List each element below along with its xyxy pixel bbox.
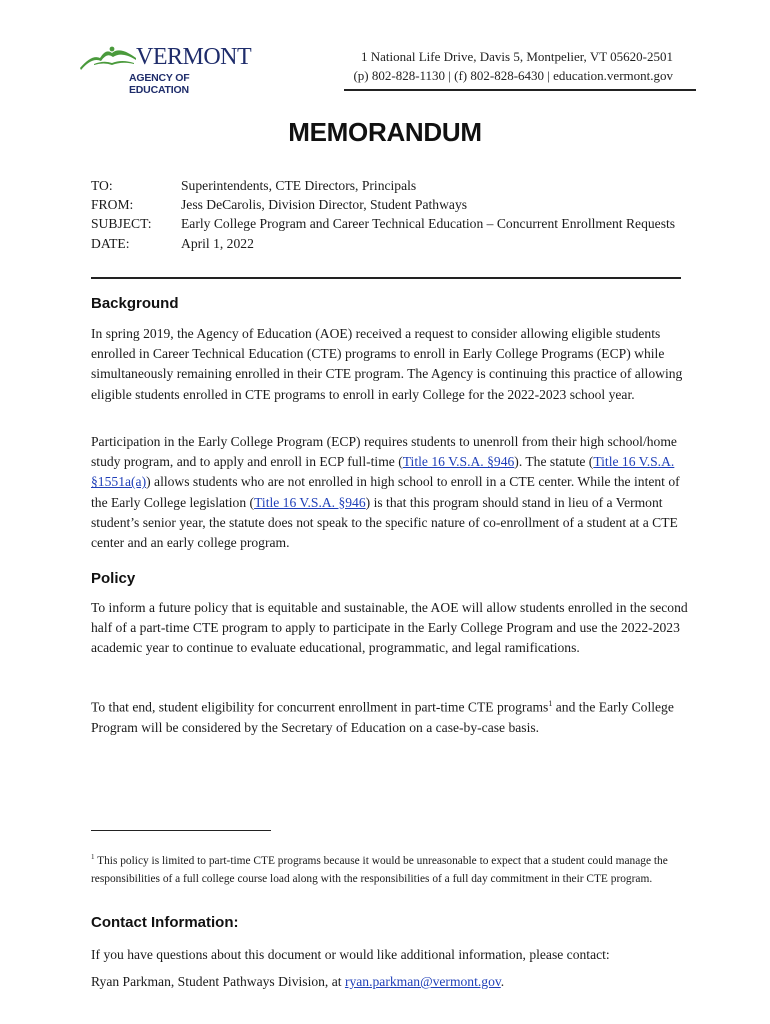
memo-meta: [91, 176, 691, 253]
policy-p2-text-a: To that end, student eligibility for concurrent enrollment in part-time CTE programs: [91, 699, 549, 715]
background-p2-text-d: ) is that this program should stand in lieu of a Vermont student’s senior year, the statute does not speak to the specific nature of co-enrollment of a student at a CTE center and an early college program.: [91, 494, 678, 551]
agency-address: [353, 47, 673, 85]
address-line-2: (p) 802-828-1130 | (f) 802-828-6430 | education.vermont.gov: [353, 68, 673, 83]
contact-heading: Contact Information:: [91, 914, 239, 931]
meta-to-label: TO:: [91, 178, 113, 193]
background-p2-text-c: ) allows students who are not enrolled in high school to enroll in a CTE center. While the intent of the Early College legislation (: [91, 474, 680, 510]
statute-link-946-second[interactable]: Title 16 V.S.A. §946: [254, 494, 366, 510]
logo-agency: AGENCY OF EDUCATION: [129, 72, 190, 96]
footnote-text: This policy is limited to part-time CTE programs because it would be unreasonable to expect that a student could manage the responsibilities of a full college course load along with the responsibilities of a full day commitment in their CTE program.: [91, 854, 668, 886]
footnote-ref[interactable]: 1: [548, 699, 553, 708]
background-paragraph-2: [91, 432, 691, 553]
meta-subject-label: SUBJECT:: [91, 216, 152, 232]
agency-logo[interactable]: [78, 44, 252, 96]
header-divider: [344, 89, 696, 91]
mountain-logo-icon: [78, 44, 138, 74]
footnote-divider: [91, 830, 271, 831]
contact-email-link[interactable]: ryan.parkman@vermont.gov: [344, 974, 501, 989]
meta-date-value: April 1, 2022: [181, 235, 254, 251]
meta-date-label: DATE:: [91, 235, 130, 251]
policy-p2-text-b: and the Early College Program will be considered by the Secretary of Education on a case-by-case basis.: [91, 699, 674, 735]
statute-link-946[interactable]: Title 16 V.S.A. §946: [402, 454, 515, 470]
meta-divider: [91, 277, 681, 279]
page-title: MEMORANDUM: [288, 117, 482, 147]
background-p2-text-b: ). The statute (: [514, 454, 594, 470]
statute-link-1551a[interactable]: Title 16 V.S.A. §1551a(a): [91, 454, 675, 490]
background-p2-text-a: Participation in the Early College Program (ECP) requires students to unenroll from their high school/home study program, and to apply and enroll in ECP full-time (: [91, 434, 677, 470]
meta-from-label: FROM:: [91, 197, 134, 213]
contact-p2-text-a: Ryan Parkman, Student Pathways Division, at: [91, 974, 345, 989]
contact-paragraph-2: [91, 972, 691, 992]
meta-from-value: Jess DeCarolis, Division Director, Student Pathways: [181, 197, 468, 213]
footnote: [91, 848, 691, 889]
meta-subject-value: Early College Program and Career Technical Education – Concurrent Enrollment Requests: [181, 216, 676, 232]
meta-to-row: [91, 176, 691, 195]
meta-from-row: [91, 195, 691, 214]
background-paragraph-1: In spring 2019, the Agency of Education (AOE) received a request to consider allowing eligible students enrolled in Career Technical Education (CTE) programs to enroll in Early College Programs (ECP) while simultaneously remaining enrolled in their CTE program. The Agency is continuing this practice of allowing eligible students enrolled in CTE programs to enroll in early College for the 2022-2023 school year.: [91, 326, 683, 402]
meta-to-value: Superintendents, CTE Directors, Principals: [181, 178, 417, 193]
meta-subject-row: [91, 214, 691, 233]
policy-paragraph-1: To inform a future policy that is equitable and sustainable, the AOE will allow students enrolled in the second half of a part-time CTE program to apply to participate in the Early College Program and use the 2022-2023 academic year to continue to evaluate educational, programmatic, and legal ramifications.: [91, 600, 688, 656]
policy-paragraph-2: [91, 694, 691, 738]
address-line-1: 1 National Life Drive, Davis 5, Montpelier, VT 05620-2501: [360, 49, 673, 64]
footnote-number: 1: [91, 853, 95, 861]
policy-heading: Policy: [91, 570, 136, 587]
contact-p2-text-b: .: [500, 974, 505, 989]
background-heading: Background: [91, 295, 179, 312]
meta-date-row: [91, 234, 691, 253]
logo-name: VERMONT: [136, 44, 252, 70]
contact-paragraph-1: If you have questions about this document or would like additional information, please contact:: [91, 947, 610, 962]
